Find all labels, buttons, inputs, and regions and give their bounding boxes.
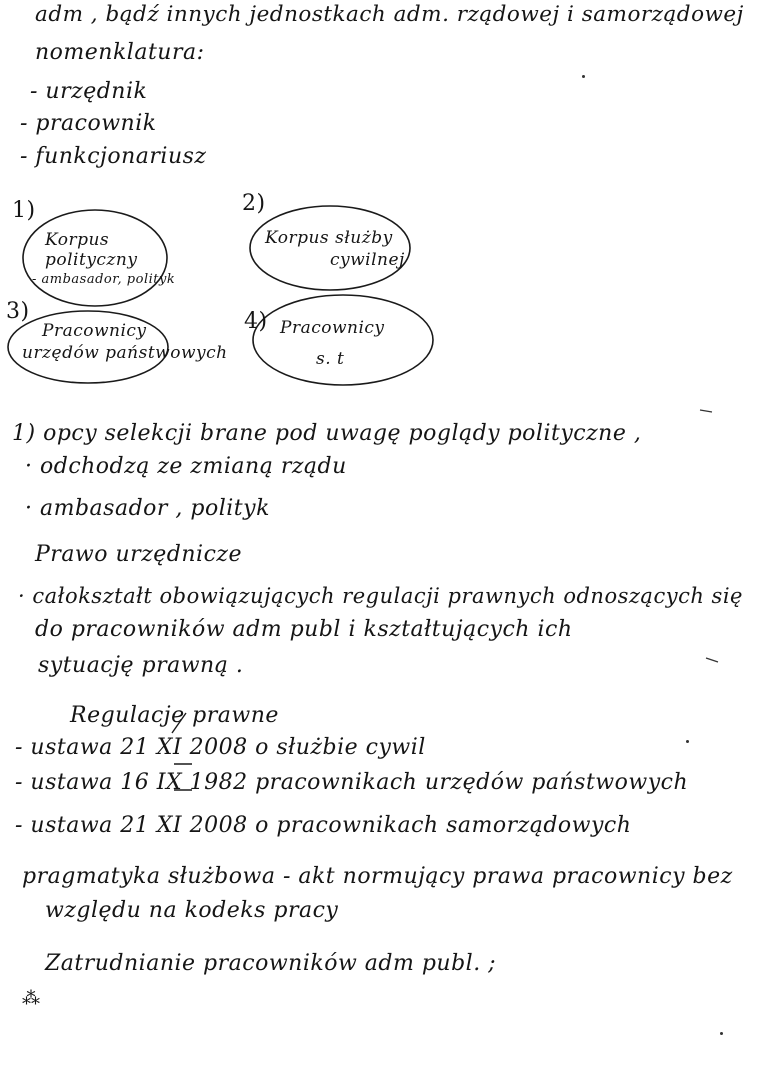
scan-speck — [686, 740, 689, 743]
oval-korpus-sluzby-cywilnej — [250, 206, 410, 290]
scan-speck — [582, 75, 585, 78]
box4-label-line2: s. t — [316, 349, 345, 369]
diagram-number-4: 4) — [244, 309, 268, 334]
box3-label-line2: urzędów państwowych — [22, 343, 228, 363]
box3-label-line1: Pracownicy — [42, 321, 147, 341]
diagram-number-3: 3) — [6, 299, 30, 324]
note-1-line3: · ambasador , polityk — [25, 496, 270, 521]
closing-mark: ⁂ — [22, 988, 41, 1009]
box2-label-line2: cywilnej — [330, 250, 405, 270]
list-item-funkcjonariusz: - funkcjonariusz — [20, 144, 207, 169]
tick-right-1 — [700, 410, 712, 412]
line-top-1: adm , bądź innych jednostkach adm. rządowej i samorządowej — [35, 2, 744, 27]
regulation-item-1: - ustawa 21 XI 2008 o służbie cywil — [15, 735, 426, 760]
oval-pracownicy-st — [253, 295, 433, 385]
closing-line1: pragmatyka służbowa - akt normujący prawa pracownicy bez — [22, 864, 733, 889]
regulation-item-2: - ustawa 16 IX 1982 pracownikach urzędów państwowych — [15, 770, 689, 795]
diagram-number-2: 2) — [242, 191, 266, 216]
regulation-item-3: - ustawa 21 XI 2008 o pracownikach samorządowych — [15, 813, 632, 838]
scan-speck — [720, 1032, 723, 1035]
note-1-line2: · odchodzą ze zmianą rządu — [25, 454, 347, 479]
heading-prawo-urzednicze: Prawo urzędnicze — [35, 542, 243, 567]
box1-label-line1: Korpus — [45, 230, 110, 250]
note-2-line1: · całokształt obowiązujących regulacji prawnych odnoszących się — [18, 584, 743, 608]
note-1-line1: 1) opcy selekcji brane pod uwagę poglądy polityczne , — [12, 421, 642, 446]
box2-label-line1: Korpus służby — [265, 228, 393, 248]
box4-label-line1: Pracownicy — [280, 318, 385, 338]
line-top-2: nomenklatura: — [35, 40, 205, 65]
list-item-urzednik: - urzędnik — [30, 79, 148, 104]
closing-line2: względu na kodeks pracy — [45, 898, 339, 923]
closing-line3: Zatrudnianie pracowników adm publ. ; — [45, 951, 497, 976]
tick-right-2 — [706, 658, 718, 662]
box1-label-line3: - ambasador, polityk — [32, 272, 176, 287]
note-2-line3: sytuację prawną . — [38, 653, 244, 678]
regulations-heading: Regulacje prawne — [70, 703, 279, 728]
box1-label-line2: polityczny — [45, 250, 138, 270]
diagram-number-1: 1) — [12, 198, 36, 223]
list-item-pracownik: - pracownik — [20, 111, 157, 136]
note-2-line2: do pracowników adm publ i kształtujących ich — [35, 617, 573, 642]
